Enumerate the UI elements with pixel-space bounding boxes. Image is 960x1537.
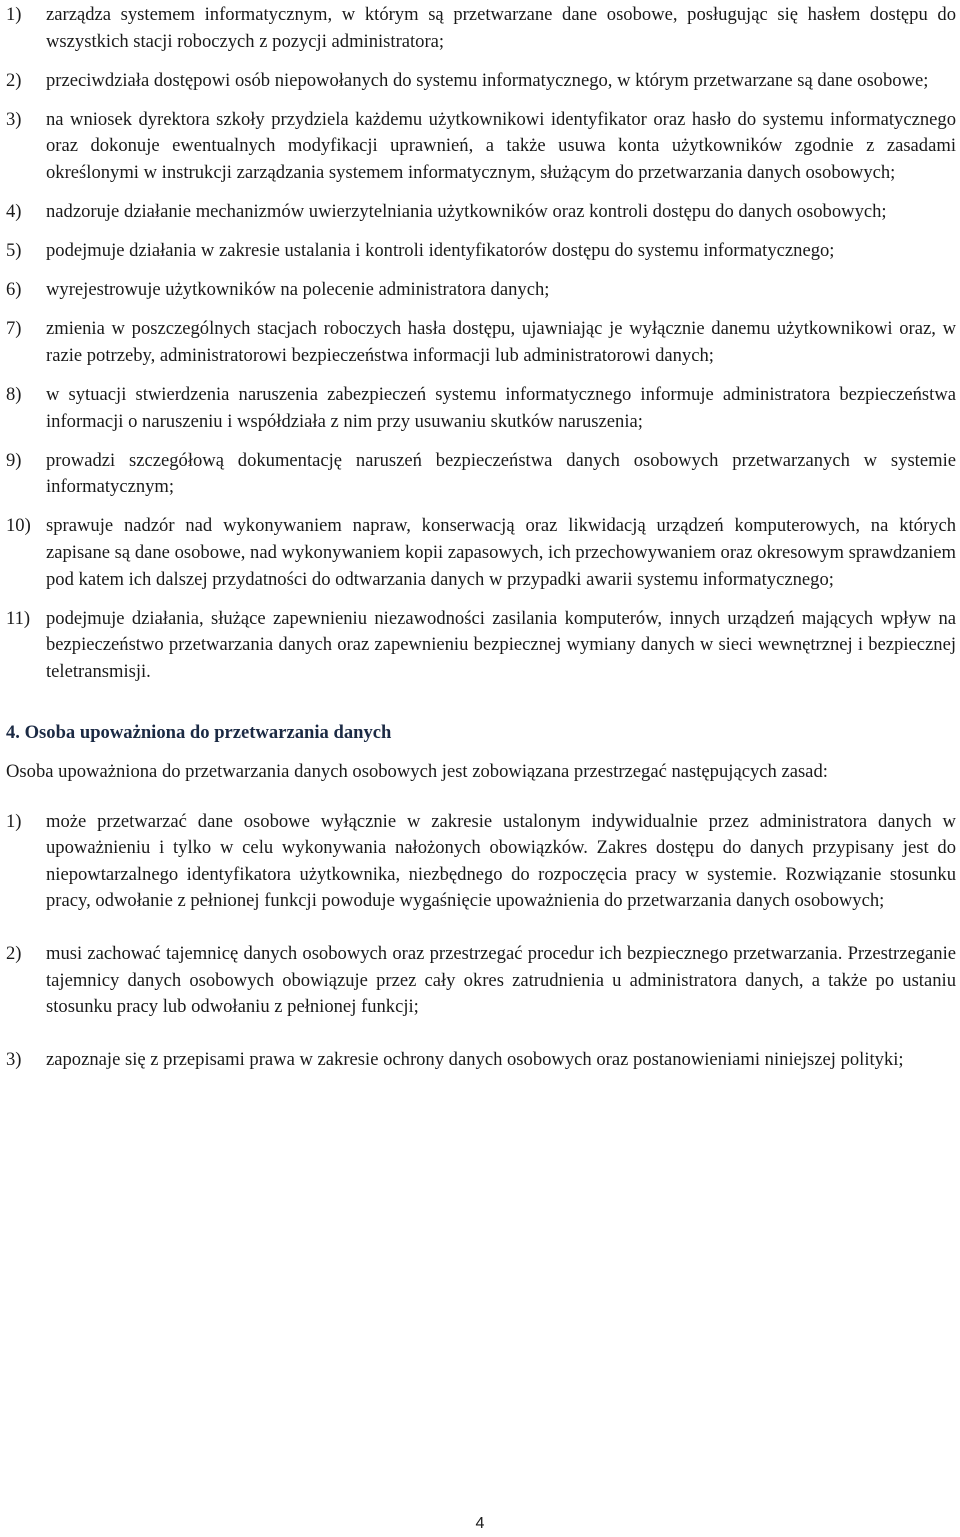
list-item-number: 2): [6, 69, 22, 91]
list-item-text: musi zachować tajemnicę danych osobowych oraz przestrzegać procedur ich bezpiecznego przetwarzania. Przestrzeganie tajemnicy danych osobowych obowiązuje przez cały okres zatrudnienia u administratora danych, a także po ustaniu stosunku pracy lub odwołaniu z pełnionej funkcji;: [46, 943, 956, 1018]
list-item-text: sprawuje nadzór nad wykonywaniem napraw, konserwacją oraz likwidacją urządzeń komputerowych, na których zapisane są dane osobowe, nad wykonywaniem kopii zapasowych, ich przechowywaniem oraz okresowym sprawdzaniem pod katem ich dalszej przydatności do odtwarzania danych w przypadki awarii systemu informatycznego;: [46, 515, 956, 590]
list-item: [6, 107, 956, 187]
list-item: [6, 238, 956, 265]
list-item: [6, 606, 956, 686]
list-item-text: podejmuje działania w zakresie ustalania i kontroli identyfikatorów dostępu do systemu informatycznego;: [46, 240, 835, 262]
list-item-text: prowadzi szczegółową dokumentację naruszeń bezpieczeństwa danych osobowych przetwarzanych w systemie informatycznym;: [46, 449, 956, 498]
list-item-text: wyrejestrowuje użytkowników na polecenie administratora danych;: [46, 279, 550, 301]
list-item-number: 9): [6, 449, 22, 471]
list-item-text: na wniosek dyrektora szkoły przydziela każdemu użytkownikowi identyfikator oraz hasło do systemu informatycznego oraz dokonuje ewentualnych modyfikacji uprawnień, a także usuwa konta użytkowników zgodnie z zasadami określonymi w instrukcji zarządzania systemem informatycznym, służącym do przetwarzania danych osobowych;: [46, 108, 956, 183]
list-item-text: nadzoruje działanie mechanizmów uwierzytelniania użytkowników oraz kontroli dostępu do danych osobowych;: [46, 201, 887, 223]
list-item: [6, 68, 956, 95]
list-item: [6, 448, 956, 501]
list-item: [6, 199, 956, 226]
rules-list: [6, 809, 956, 1074]
list-item-text: zapoznaje się z przepisami prawa w zakresie ochrony danych osobowych oraz postanowieniami niniejszej polityki;: [46, 1048, 904, 1070]
section-heading: 4. Osoba upoważniona do przetwarzania danych: [6, 722, 392, 744]
list-item-number: 2): [6, 943, 22, 965]
list-item-text: może przetwarzać dane osobowe wyłącznie w zakresie ustalonym indywidualnie przez administratora danych w upoważnieniu i tylko w celu wykonywania nałożonych obowiązków. Zakres dostępu do danych przypisany jest do niepowtarzalnego identyfikatora użytkownika, niezbędnego do rozpoczęcia pracy w systemie. Rozwiązanie stosunku pracy, odwołanie z pełnionej funkcji powoduje wygaśnięcie upoważnienia do przetwarzania danych osobowych;: [46, 810, 956, 912]
list-item-number: 3): [6, 1048, 22, 1070]
document-page: [6, 0, 956, 1099]
list-item-number: 6): [6, 279, 22, 301]
page-number: 4: [475, 1515, 485, 1532]
list-item: [6, 277, 956, 304]
list-item-number: 11): [6, 607, 31, 629]
list-item-text: podejmuje działania, służące zapewnieniu niezawodności zasilania komputerów, innych urządzeń mających wpływ na bezpieczeństwo przetwarzania danych oraz zapewnieniu bezpiecznej wymiany danych w sieci wewnętrznej i bezpiecznej teletransmisji.: [46, 607, 956, 682]
list-item-text: w sytuacji stwierdzenia naruszenia zabezpieczeń systemu informatycznego informuje administratora bezpieczeństwa informacji o naruszeniu i współdziała z nim przy usuwaniu skutków naruszenia;: [46, 384, 956, 432]
list-item-text: przeciwdziała dostępowi osób niepowołanych do systemu informatycznego, w którym przetwarzane są dane osobowe;: [46, 69, 929, 91]
list-item-text: zarządza systemem informatycznym, w którym są przetwarzane dane osobowe, posługując się hasłem dostępu do wszystkich stacji roboczych z pozycji administratora;: [46, 4, 956, 52]
list-item: [6, 941, 956, 1021]
list-item-number: 5): [6, 240, 22, 262]
list-item-number: 7): [6, 318, 22, 340]
list-item-number: 10): [6, 515, 31, 537]
section-intro: Osoba upoważniona do przetwarzania danych osobowych jest zobowiązana przestrzegać następujących zasad:: [6, 761, 828, 783]
list-item-number: 1): [6, 810, 22, 832]
duties-list: [6, 2, 956, 685]
list-item-number: 1): [6, 4, 22, 25]
list-item: [6, 809, 956, 915]
list-item: [6, 382, 956, 435]
list-item-text: zmienia w poszczególnych stacjach roboczych hasła dostępu, ujawniając je wyłącznie danemu użytkownikowi oraz, w razie potrzeby, administratorowi bezpieczeństwa informacji lub administratorowi danych;: [46, 318, 956, 366]
list-item-number: 8): [6, 384, 22, 406]
list-item: [6, 1047, 956, 1074]
list-item: [6, 316, 956, 369]
list-item: [6, 2, 956, 55]
list-item-number: 4): [6, 201, 22, 223]
list-item-number: 3): [6, 108, 22, 130]
list-item: [6, 513, 956, 593]
